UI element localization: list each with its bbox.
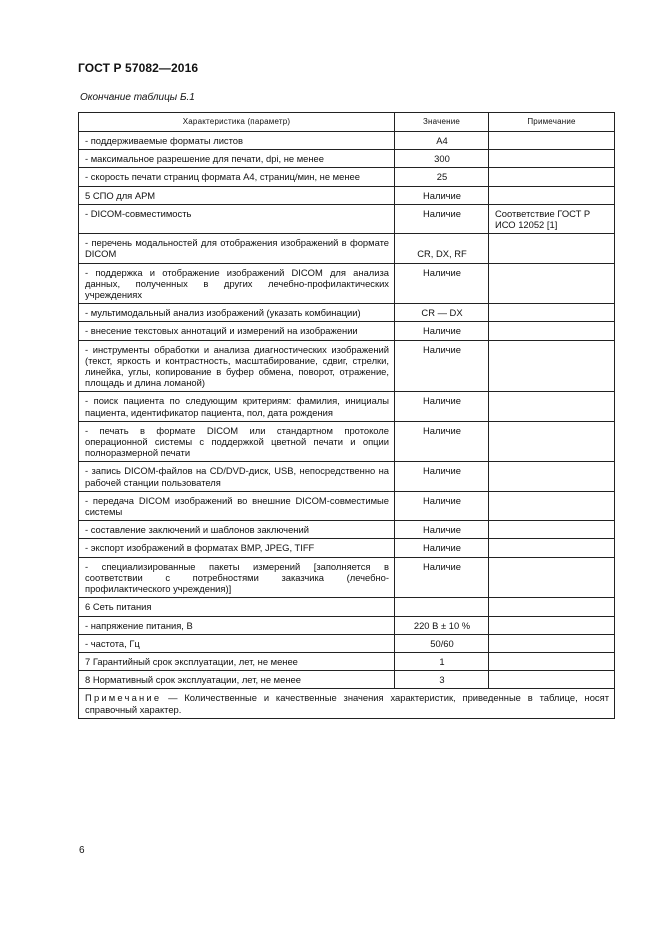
param-cell: 7 Гарантийный срок эксплуатации, лет, не менее [79,652,395,670]
note-cell [489,421,615,462]
spec-table [78,112,615,719]
table-row [79,392,615,421]
param-cell: - инструменты обработки и анализа диагностических изображений (текст, яркость и контрастность, масштабирование, сдвиг, стрелки, линейка, углы, копирование в буфер обмена, поворот, отражение, площадь и длина ломаной) [79,340,395,392]
table-row [79,304,615,322]
value-cell: CR, DX, RF [395,234,489,263]
param-cell: - перечень модальностей для отображения изображений в формате DICOM [79,234,395,263]
value-cell: CR — DX [395,304,489,322]
value-cell: Наличие [395,462,489,491]
table-row [79,340,615,392]
note-cell [489,634,615,652]
table-row [79,263,615,304]
param-cell: 6 Сеть питания [79,598,395,616]
note-cell [489,652,615,670]
value-cell: 300 [395,150,489,168]
page-number: 6 [79,845,85,856]
table-row [79,168,615,186]
note-cell [489,462,615,491]
table-row [79,557,615,598]
table-row [79,598,615,616]
footnote-text: — Количественные и качественные значения характеристик, приведенные в таблице, носят справочный характер. [85,692,609,715]
table-row [79,322,615,340]
table-row [79,462,615,491]
note-cell [489,304,615,322]
param-cell: - составление заключений и шаблонов заключений [79,521,395,539]
document-code: ГОСТ Р 57082—2016 [78,61,199,75]
note-cell [489,340,615,392]
param-cell: - мультимодальный анализ изображений (указать комбинации) [79,304,395,322]
table-row [79,539,615,557]
value-cell: Наличие [395,392,489,421]
value-cell: 220 В ± 10 % [395,616,489,634]
note-cell [489,598,615,616]
param-cell: - экспорт изображений в форматах BMP, JPEG, TIFF [79,539,395,557]
table-row [79,634,615,652]
value-cell: Наличие [395,491,489,520]
param-cell: - напряжение питания, В [79,616,395,634]
value-cell: Наличие [395,204,489,233]
note-cell [489,186,615,204]
table-row [79,421,615,462]
value-cell: Наличие [395,340,489,392]
param-cell: 5 СПО для АРМ [79,186,395,204]
note-cell [489,392,615,421]
note-cell [489,671,615,689]
table-caption: Окончание таблицы Б.1 [80,92,195,103]
table-row [79,616,615,634]
table-row [79,132,615,150]
column-header-value: Значение [395,113,489,132]
param-cell: - максимальное разрешение для печати, dpi, не менее [79,150,395,168]
param-cell: - запись DICOM-файлов на CD/DVD-диск, USB, непосредственно на рабочей станции пользователя [79,462,395,491]
table-row [79,491,615,520]
param-cell: - передача DICOM изображений во внешние DICOM-совместимые системы [79,491,395,520]
param-cell: - поиск пациента по следующим критериям: фамилия, инициалы пациента, идентификатор пациента, пол, дата рождения [79,392,395,421]
table-row [79,521,615,539]
table-row [79,204,615,233]
note-cell [489,150,615,168]
value-cell: А4 [395,132,489,150]
note-cell [489,168,615,186]
note-cell [489,539,615,557]
note-cell [489,616,615,634]
value-cell: Наличие [395,557,489,598]
note-cell [489,322,615,340]
table-row [79,234,615,263]
note-cell [489,557,615,598]
note-cell [489,132,615,150]
note-cell [489,234,615,263]
table-header-row [79,113,615,132]
value-cell: 1 [395,652,489,670]
footnote-label: Примечание [85,692,162,704]
table-row [79,652,615,670]
value-cell [395,598,489,616]
param-cell: - частота, Гц [79,634,395,652]
table-row [79,150,615,168]
value-cell: Наличие [395,521,489,539]
value-cell: Наличие [395,186,489,204]
note-cell [489,263,615,304]
param-cell: - поддержка и отображение изображений DICOM для анализа данных, полученных в других лечебно-профилактических учреждениях [79,263,395,304]
value-cell: Наличие [395,322,489,340]
value-cell: Наличие [395,421,489,462]
table-footnote-row [79,689,615,718]
note-cell [489,521,615,539]
column-header-parameter: Характеристика (параметр) [79,113,395,132]
value-cell: 25 [395,168,489,186]
value-cell: Наличие [395,263,489,304]
param-cell: - поддерживаемые форматы листов [79,132,395,150]
note-cell: Соответствие ГОСТ Р ИСО 12052 [1] [489,204,615,233]
param-cell: 8 Нормативный срок эксплуатации, лет, не менее [79,671,395,689]
param-cell: - внесение текстовых аннотаций и измерений на изображении [79,322,395,340]
table-row [79,186,615,204]
value-cell: 3 [395,671,489,689]
column-header-note: Примечание [489,113,615,132]
value-cell: Наличие [395,539,489,557]
table-row [79,671,615,689]
value-cell: 50/60 [395,634,489,652]
param-cell: - специализированные пакеты измерений [заполняется в соответствии с потребностями заказчика (лечебно-профилактического учреждения)] [79,557,395,598]
param-cell: - печать в формате DICOM или стандартном протоколе операционной системы с поддержкой цветной печати и опции полноразмерной печати [79,421,395,462]
note-cell [489,491,615,520]
param-cell: - DICOM-совместимость [79,204,395,233]
param-cell: - скорость печати страниц формата А4, страниц/мин, не менее [79,168,395,186]
table-footnote [79,689,615,718]
